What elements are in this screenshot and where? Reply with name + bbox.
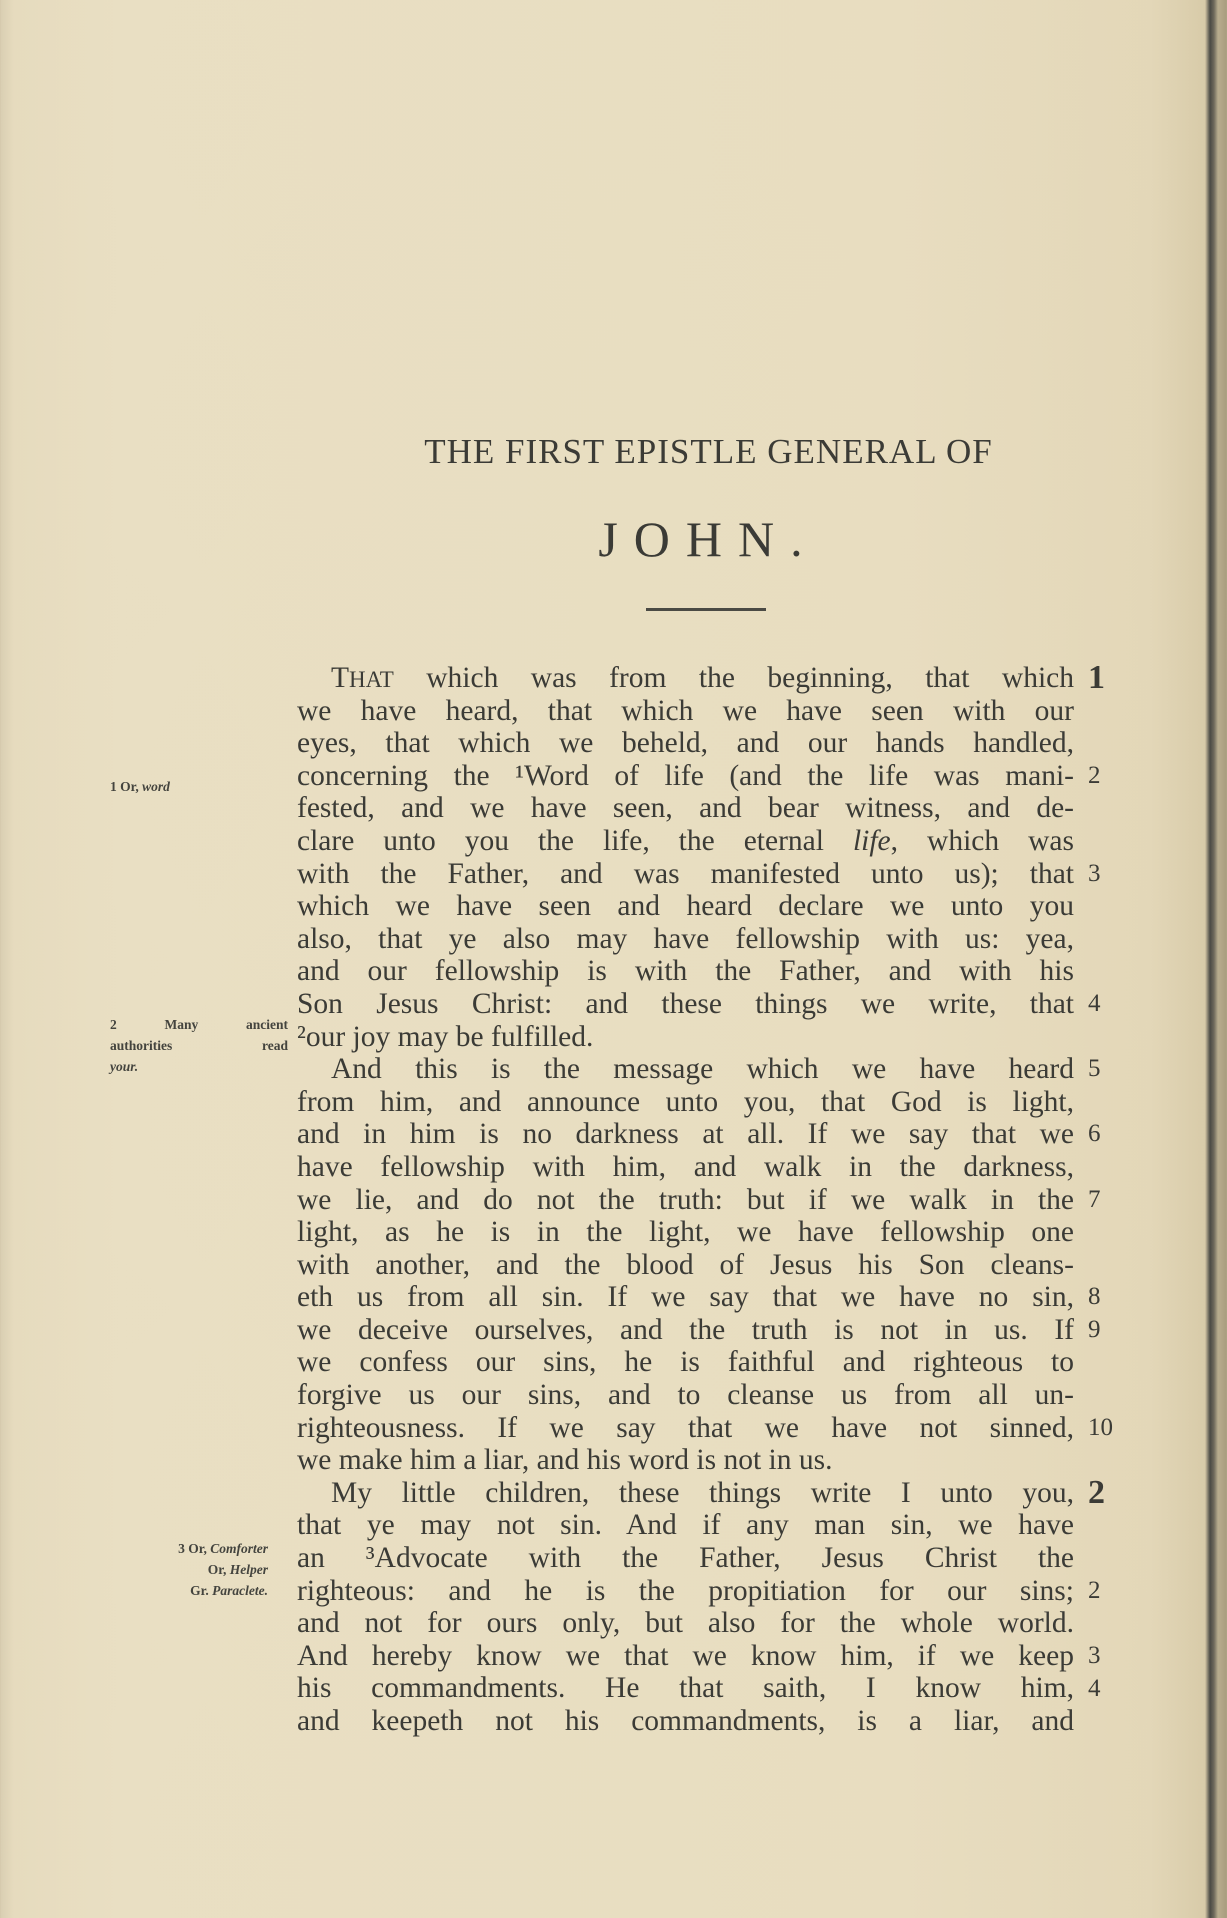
text-line: from him, and announce unto you, that God is light, — [297, 1085, 1074, 1118]
margin-note-3 — [108, 1538, 268, 1601]
text-line: an ³Advocate with the Father, Jesus Christ the — [297, 1542, 1074, 1575]
verse-number: 3 — [1088, 859, 1101, 887]
note-text: Or, — [207, 1562, 230, 1577]
text-line: concerning the ¹Word of life (and the life was mani- — [297, 759, 1074, 792]
note-line — [110, 776, 230, 797]
text-line: Son Jesus Christ: and these things we write, that — [297, 987, 1074, 1020]
text-segment: , which was — [890, 824, 1074, 857]
text-line: which we have seen and heard declare we unto you — [297, 890, 1074, 923]
verse-number: 9 — [1088, 1316, 1101, 1343]
text-line: And hereby know we that we know him, if we keep — [297, 1639, 1074, 1672]
text-line — [297, 825, 1074, 858]
note-text: Gr. — [190, 1583, 213, 1598]
text-line: eyes, that which we beheld, and our hands handled, — [297, 727, 1074, 760]
text-line: and not for ours only, but also for the whole world. — [297, 1607, 1074, 1640]
verse-number: 2 — [1088, 761, 1101, 789]
verse-number: 2 — [1088, 1576, 1101, 1604]
verse-number: 8 — [1088, 1283, 1101, 1311]
note-italic: Helper — [229, 1562, 268, 1577]
text-line: also, that ye also may have fellowship with us: yea, — [297, 922, 1074, 955]
verse-number: 5 — [1088, 1055, 1101, 1083]
verse-number: 6 — [1088, 1120, 1101, 1148]
text-segment: clare unto you the life, the eternal — [297, 824, 853, 857]
text-line — [297, 662, 1074, 695]
epistle-heading: THE FIRST EPISTLE GENERAL OF — [424, 432, 993, 471]
text-line: fested, and we have seen, and bear witness, and de- — [297, 792, 1074, 825]
note-line — [108, 1538, 268, 1559]
text-line: and our fellowship is with the Father, and with his — [297, 955, 1074, 988]
chapter-number: 1 — [1088, 659, 1105, 696]
margin-note-2 — [110, 1014, 288, 1077]
text-line: with the Father, and was manifested unto us); that — [297, 857, 1074, 890]
text-segment: which was from the beginning, that which — [393, 662, 1074, 694]
verse-number: 10 — [1088, 1413, 1113, 1441]
note-text: 1 Or, — [110, 779, 143, 794]
text-line: righteousness. If we say that we have not sinned, — [297, 1411, 1074, 1444]
text-line: we deceive ourselves, and the truth is not in us. If — [297, 1313, 1074, 1346]
italic-segment: life — [852, 824, 891, 857]
text-line: eth us from all sin. If we say that we have no sin, — [297, 1281, 1074, 1314]
note-line — [108, 1559, 268, 1580]
margin-note-1 — [110, 776, 230, 797]
note-line — [108, 1580, 268, 1601]
verse-number: 7 — [1088, 1185, 1101, 1213]
text-line: we have heard, that which we have seen with our — [297, 694, 1074, 727]
text-line: that ye may not sin. And if any man sin, we have — [297, 1509, 1074, 1542]
note-italic: word — [142, 779, 170, 794]
text-line: and in him is no darkness at all. If we say that we — [297, 1118, 1074, 1151]
text-line: have fellowship with him, and walk in the darkness, — [297, 1150, 1074, 1183]
scripture-text-column — [297, 662, 1074, 1738]
note-italic: your. — [110, 1059, 139, 1074]
note-text: 3 Or, — [178, 1541, 211, 1556]
text-line: and keepeth not his commandments, is a liar, and — [297, 1705, 1074, 1737]
text-line: we make him a liar, and his word is not in us. — [297, 1444, 833, 1477]
note-line — [110, 1056, 288, 1077]
initial-capital: T — [331, 662, 350, 694]
text-line: we lie, and do not the truth: but if we walk in the — [297, 1183, 1074, 1216]
note-italic: Paraclete. — [212, 1583, 268, 1598]
verse-number: 4 — [1088, 990, 1101, 1017]
note-line — [110, 1035, 288, 1056]
text-line: righteous: and he is the propitiation for our sins; — [297, 1574, 1074, 1607]
text-line: we confess our sins, he is faithful and righteous to — [297, 1346, 1074, 1379]
note-text: 2 Many ancient — [110, 1017, 288, 1032]
verse-number: 3 — [1088, 1642, 1101, 1669]
text-line: ²our joy may be fulfilled. — [297, 1020, 594, 1053]
text-line: his commandments. He that saith, I know him, — [297, 1672, 1074, 1705]
text-line: light, as he is in the light, we have fellowship one — [297, 1216, 1074, 1249]
note-text: authorities read — [110, 1038, 288, 1053]
book-title: JOHN. — [598, 511, 819, 567]
text-line: And this is the message which we have heard — [331, 1053, 1074, 1086]
title-rule-divider — [646, 608, 766, 611]
text-line: forgive us our sins, and to cleanse us from all un- — [297, 1379, 1074, 1412]
verse-number: 4 — [1088, 1674, 1101, 1702]
chapter-number: 2 — [1088, 1474, 1105, 1511]
small-caps-segment: HAT — [349, 667, 394, 692]
text-line: with another, and the blood of Jesus his Son cleans- — [297, 1248, 1074, 1281]
note-line — [110, 1014, 288, 1035]
note-italic: Comforter — [210, 1541, 268, 1556]
text-line: My little children, these things write I unto you, — [331, 1476, 1074, 1509]
